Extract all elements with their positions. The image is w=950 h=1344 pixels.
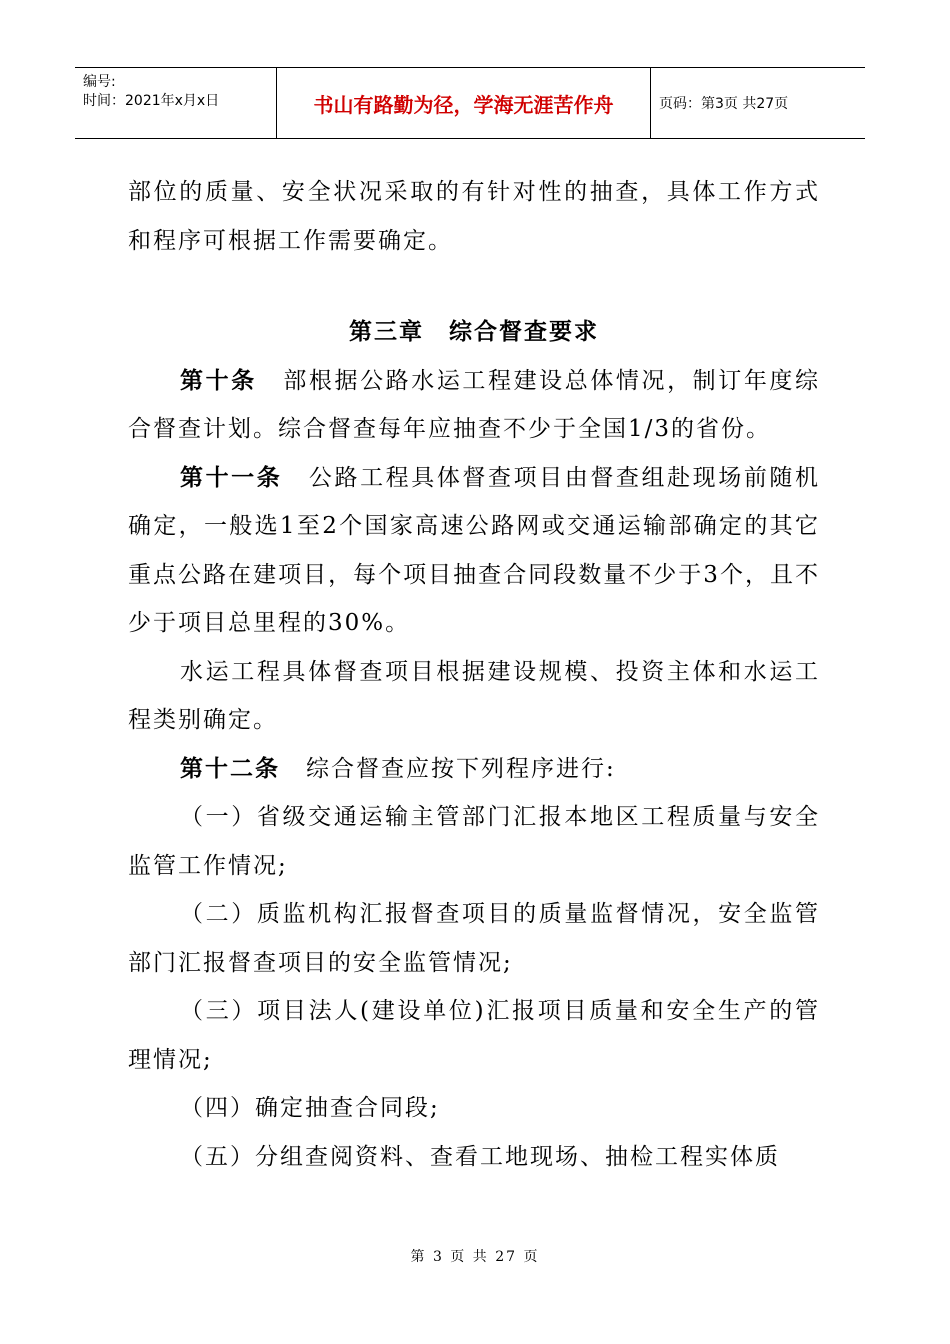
article-11-label: 第十一条 [180, 463, 283, 491]
article-10 [128, 357, 820, 454]
article-11-text: 公路工程具体督查项目由督查组赴现场前随机确定，一般选1至2个国家高速公路网或交通运输部确定的其它重点公路在建项目，每个项目抽查合同段数量不少于3个，且不少于项目总里程的30%。 [128, 464, 821, 636]
article-10-text: 部根据公路水运工程建设总体情况，制订年度综合督查计划。综合督查每年应抽查不少于全国1/3的省份。 [128, 367, 820, 442]
article-12-label: 第十二条 [180, 754, 280, 782]
list-item-5: （五）分组查阅资料、查看工地现场、抽检工程实体质 [180, 1143, 780, 1170]
time-label: 时间：2021年x月x日 [83, 93, 220, 109]
header-motto: 书山有路勤为径，学海无涯苦作舟 [277, 68, 651, 138]
number-label: 编号: [83, 74, 116, 90]
document-body [128, 168, 820, 1181]
header-page-info: 页码：第3页 共27页 [659, 96, 789, 112]
header-meta [75, 68, 277, 138]
page-header [75, 67, 865, 139]
paragraph-water-transport: 水运工程具体督查项目根据建设规模、投资主体和水运工程类别确定。 [128, 658, 820, 733]
list-item-2: （二）质监机构汇报督查项目的质量监督情况，安全监管部门汇报督查项目的安全监管情况; [128, 901, 820, 976]
paragraph-continuation: 部位的质量、安全状况采取的有针对性的抽查，具体工作方式和程序可根据工作需要确定。 [128, 179, 820, 254]
article-10-label: 第十条 [180, 366, 257, 394]
list-item-4: （四）确定抽查合同段; [180, 1095, 440, 1121]
page-footer: 第 3 页 共 27 页 [410, 1249, 540, 1265]
article-12-text: 综合督查应按下列程序进行: [306, 755, 616, 782]
article-11 [128, 454, 820, 648]
list-item-1: （一）省级交通运输主管部门汇报本地区工程质量与安全监管工作情况; [128, 804, 820, 879]
chapter-title: 第三章 综合督查要求 [349, 318, 599, 345]
list-item-3: （三）项目法人(建设单位)汇报项目质量和安全生产的管理情况; [128, 998, 820, 1073]
article-12 [128, 745, 820, 794]
